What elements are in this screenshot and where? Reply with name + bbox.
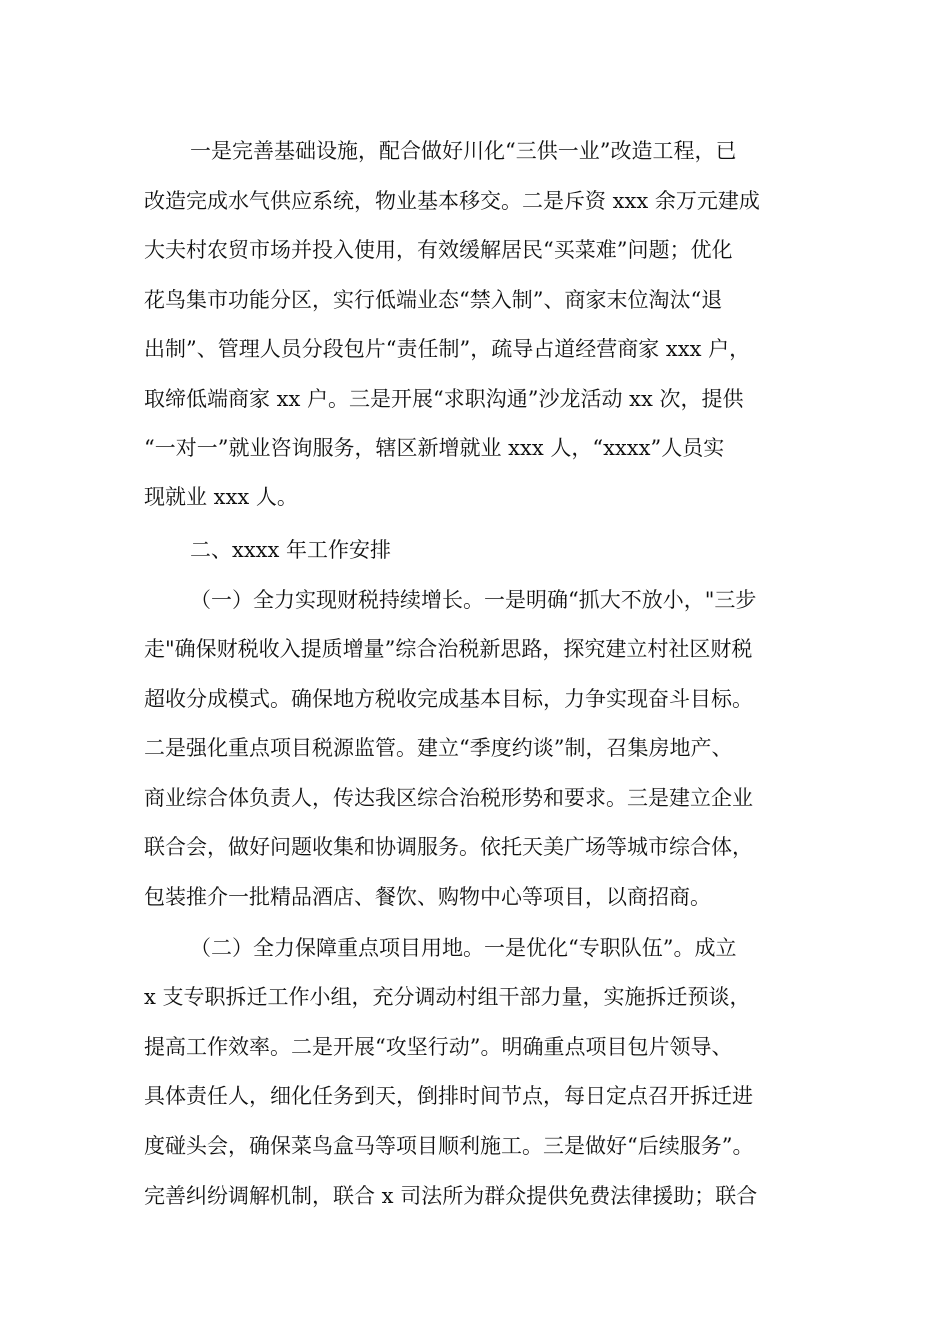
text-line: 出制”、管理人员分段包片“责任制”，疏导占道经营商家 xxx 户， [144, 337, 751, 361]
text-line: 提高工作效率。二是开展“攻坚行动”。明确重点项目包片领导、 [144, 1035, 733, 1059]
text-line: 走"确保财税收入提质增量”综合治税新思路，探究建立村社区财税 [144, 637, 753, 661]
text-line: 改造完成水气供应系统，物业基本移交。二是斥资 xxx 余万元建成 [144, 189, 760, 213]
section-heading: 二、xxxx 年工作安排 [190, 538, 392, 562]
text-line: 大夫村农贸市场并投入使用，有效缓解居民“买菜难”问题；优化 [144, 238, 733, 262]
text-line: （二）全力保障重点项目用地。一是优化“专职队伍”。成立 [190, 936, 737, 960]
text-line: x 支专职拆迁工作小组，充分调动村组干部力量，实施拆迁预谈， [144, 985, 751, 1009]
text-line: （一）全力实现财税持续增长。一是明确“抓大不放小，"三步 [190, 588, 757, 612]
text-line: 超收分成模式。确保地方税收完成基本目标，力争实现奋斗目标。 [144, 687, 753, 711]
text-line: 花鸟集市功能分区，实行低端业态“禁入制”、商家末位淘汰“退 [144, 288, 723, 312]
text-line: 联合会，做好问题收集和协调服务。依托天美广场等城市综合体， [144, 835, 753, 859]
text-line: 取缔低端商家 xx 户。三是开展“求职沟通”沙龙活动 xx 次，提供 [144, 387, 744, 411]
text-line: “一对一”就业咨询服务，辖区新增就业 xxx 人，“xxxx”人员实 [144, 436, 725, 460]
text-line: 二是强化重点项目税源监管。建立“季度约谈”制，召集房地产、 [144, 736, 733, 760]
text-line: 具体责任人，细化任务到天，倒排时间节点，每日定点召开拆迁进 [144, 1084, 753, 1108]
text-line: 商业综合体负责人，传达我区综合治税形势和要求。三是建立企业 [144, 786, 753, 810]
text-line: 现就业 xxx 人。 [144, 485, 298, 509]
text-line: 度碰头会，确保菜鸟盒马等项目顺利施工。三是做好“后续服务”。 [144, 1134, 754, 1158]
text-line: 一是完善基础设施，配合做好川化“三供一业”改造工程，已 [190, 139, 737, 163]
text-line: 完善纠纷调解机制，联合 x 司法所为群众提供免费法律援助；联合 [144, 1184, 758, 1208]
text-line: 包装推介一批精品酒店、餐饮、购物中心等项目，以商招商。 [144, 885, 711, 909]
